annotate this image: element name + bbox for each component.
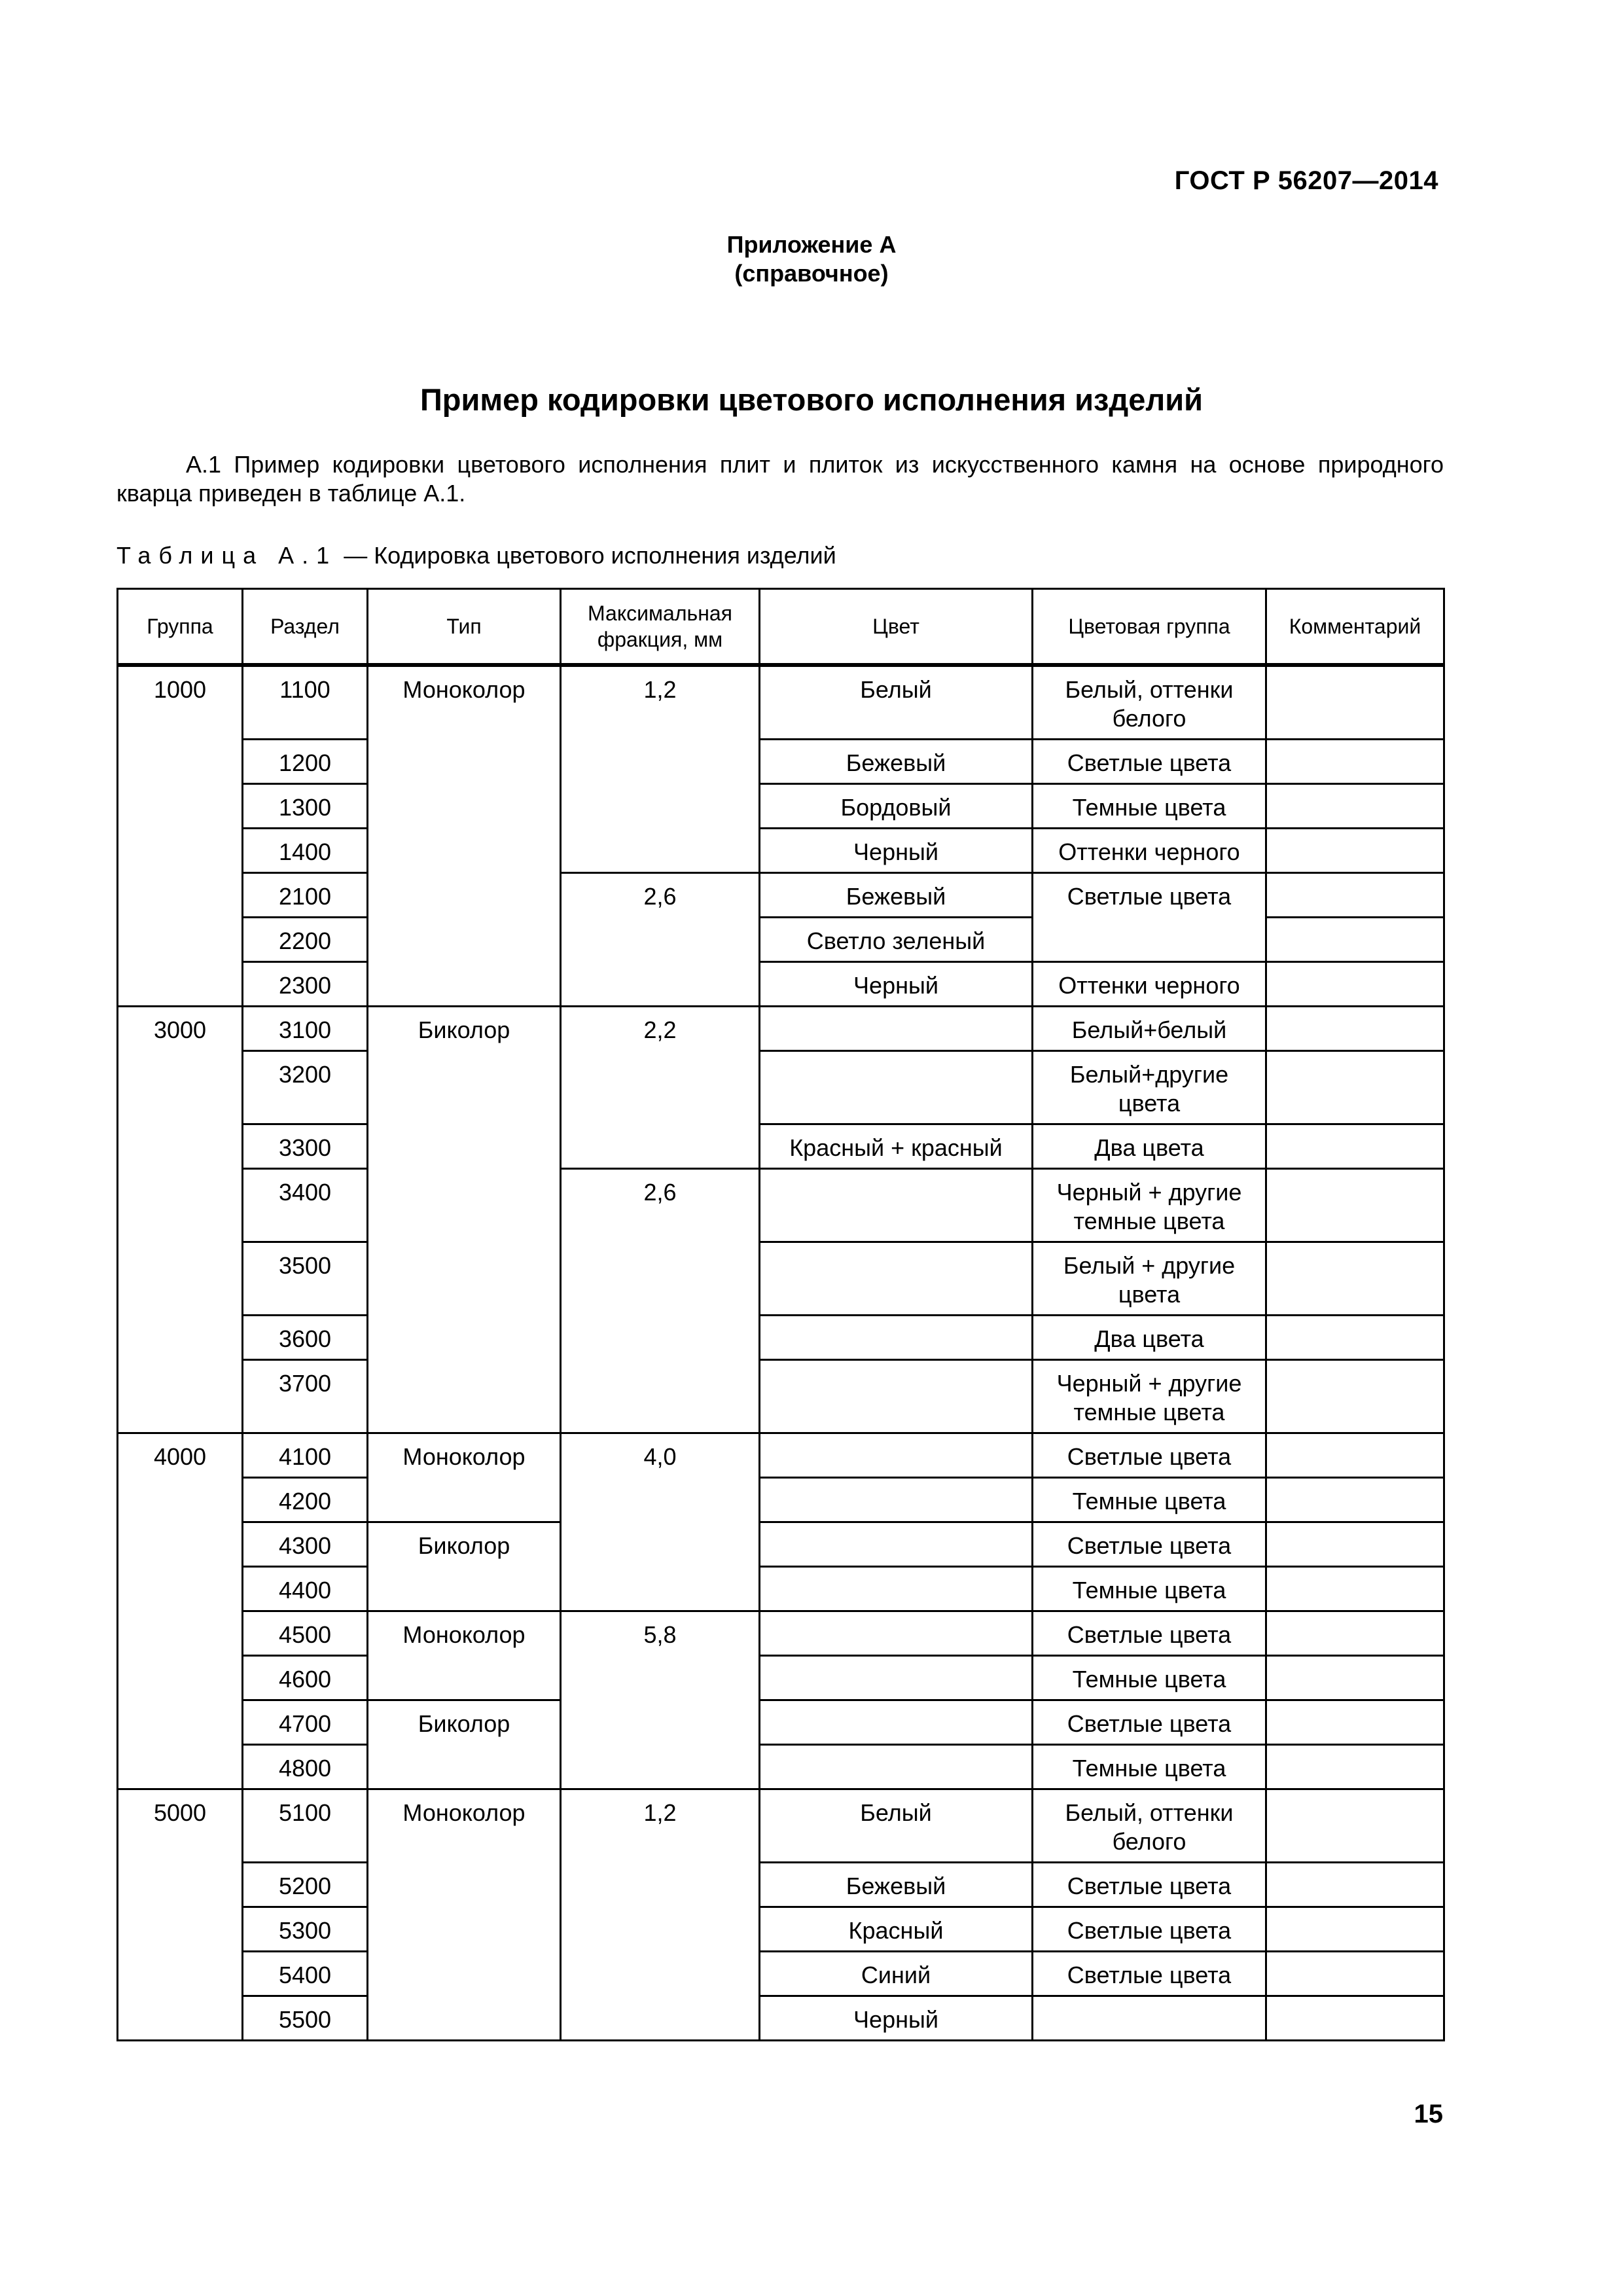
color-group-cell: Белый + другие цвета xyxy=(1033,1242,1266,1316)
type-cell: Моноколор xyxy=(368,1433,561,1522)
color-cell: Красный + красный xyxy=(760,1124,1033,1169)
comment-cell xyxy=(1266,1360,1444,1433)
section-cell: 2300 xyxy=(243,962,368,1007)
section-cell: 3300 xyxy=(243,1124,368,1169)
section-cell: 3700 xyxy=(243,1360,368,1433)
type-cell: Моноколор xyxy=(368,1611,561,1700)
color-group-cell: Белый+другие цвета xyxy=(1033,1051,1266,1124)
table-caption-label: Таблица А.1 xyxy=(116,542,338,569)
table-row xyxy=(118,1124,1444,1169)
table-row xyxy=(118,1567,1444,1611)
color-cell xyxy=(760,1007,1033,1051)
header-fraction: Максимальная фракция, мм xyxy=(561,589,760,666)
color-cell xyxy=(760,1316,1033,1360)
color-cell: Синий xyxy=(760,1952,1033,1996)
section-cell: 5400 xyxy=(243,1952,368,1996)
color-cell xyxy=(760,1522,1033,1567)
section-cell: 1300 xyxy=(243,784,368,829)
color-cell xyxy=(760,1478,1033,1522)
section-cell: 1100 xyxy=(243,665,368,740)
color-cell: Бордовый xyxy=(760,784,1033,829)
color-cell xyxy=(760,1656,1033,1700)
color-coding-table xyxy=(116,588,1445,2041)
comment-cell xyxy=(1266,1952,1444,1996)
table-row xyxy=(118,1907,1444,1952)
comment-cell xyxy=(1266,1169,1444,1242)
section-cell: 1400 xyxy=(243,829,368,873)
color-cell: Белый xyxy=(760,665,1033,740)
color-group-cell: Черный + другие темные цвета xyxy=(1033,1360,1266,1433)
table-row xyxy=(118,1522,1444,1567)
table-row xyxy=(118,829,1444,873)
color-group-cell: Два цвета xyxy=(1033,1316,1266,1360)
comment-cell xyxy=(1266,1789,1444,1863)
page-title: Пример кодировки цветового исполнения изделий xyxy=(419,382,1204,417)
color-group-cell: Темные цвета xyxy=(1033,1656,1266,1700)
group-cell: 5000 xyxy=(118,1789,243,2041)
document-code: ГОСТ Р 56207—2014 xyxy=(1174,166,1438,195)
table-caption-text: — Кодировка цветового исполнения изделий xyxy=(337,542,836,569)
color-cell: Бежевый xyxy=(760,1863,1033,1907)
table-row xyxy=(118,1611,1444,1656)
color-cell xyxy=(760,1745,1033,1789)
fraction-cell: 2,2 xyxy=(561,1007,760,1169)
table-row xyxy=(118,1360,1444,1433)
color-cell xyxy=(760,1611,1033,1656)
table-row xyxy=(118,1051,1444,1124)
table-row xyxy=(118,665,1444,740)
fraction-cell: 1,2 xyxy=(561,1789,760,2041)
header-comment: Комментарий xyxy=(1266,589,1444,666)
color-cell: Бежевый xyxy=(760,873,1033,918)
color-cell: Красный xyxy=(760,1907,1033,1952)
section-cell: 4600 xyxy=(243,1656,368,1700)
appendix-heading xyxy=(0,230,1623,288)
color-cell xyxy=(760,1360,1033,1433)
type-cell: Биколор xyxy=(368,1007,561,1433)
color-group-cell: Два цвета xyxy=(1033,1124,1266,1169)
color-cell: Бежевый xyxy=(760,740,1033,784)
comment-cell xyxy=(1266,1478,1444,1522)
color-group-cell: Белый+белый xyxy=(1033,1007,1266,1051)
color-group-cell: Светлые цвета xyxy=(1033,1907,1266,1952)
intro-paragraph: А.1 Пример кодировки цветового исполнения плит и плиток из искусственного камня на основе природного кварца приведен в таблице А.1. xyxy=(116,451,1444,507)
color-group-cell: Темные цвета xyxy=(1033,1745,1266,1789)
table-row xyxy=(118,1863,1444,1907)
section-cell: 5200 xyxy=(243,1863,368,1907)
comment-cell xyxy=(1266,1700,1444,1745)
table-row xyxy=(118,1700,1444,1745)
color-cell xyxy=(760,1700,1033,1745)
table-row xyxy=(118,1996,1444,2041)
color-group-cell: Светлые цвета xyxy=(1033,1863,1266,1907)
color-cell: Черный xyxy=(760,1996,1033,2041)
comment-cell xyxy=(1266,873,1444,918)
comment-cell xyxy=(1266,665,1444,740)
color-group-cell: Темные цвета xyxy=(1033,784,1266,829)
header-color-group: Цветовая группа xyxy=(1033,589,1266,666)
comment-cell xyxy=(1266,1124,1444,1169)
comment-cell xyxy=(1266,1007,1444,1051)
fraction-cell: 5,8 xyxy=(561,1611,760,1789)
table-header-row xyxy=(118,589,1444,666)
color-cell: Черный xyxy=(760,829,1033,873)
comment-cell xyxy=(1266,1433,1444,1478)
section-cell: 1200 xyxy=(243,740,368,784)
color-group-cell: Темные цвета xyxy=(1033,1478,1266,1522)
comment-cell xyxy=(1266,962,1444,1007)
table-row xyxy=(118,1952,1444,1996)
table-row xyxy=(118,873,1444,918)
section-cell: 4700 xyxy=(243,1700,368,1745)
section-cell: 5500 xyxy=(243,1996,368,2041)
table-row xyxy=(118,1789,1444,1863)
section-cell: 4200 xyxy=(243,1478,368,1522)
table-row xyxy=(118,1316,1444,1360)
color-group-cell: Светлые цвета xyxy=(1033,1611,1266,1656)
color-group-cell: Светлые цвета xyxy=(1033,1522,1266,1567)
color-cell xyxy=(760,1169,1033,1242)
section-cell: 5300 xyxy=(243,1907,368,1952)
section-cell: 3400 xyxy=(243,1169,368,1242)
comment-cell xyxy=(1266,1996,1444,2041)
color-group-cell: Черный + другие темные цвета xyxy=(1033,1169,1266,1242)
color-cell xyxy=(760,1051,1033,1124)
color-group-cell: Светлые цвета xyxy=(1033,1952,1266,1996)
type-cell: Моноколор xyxy=(368,665,561,1007)
appendix-title: Приложение А xyxy=(726,231,897,258)
color-cell xyxy=(760,1433,1033,1478)
header-section: Раздел xyxy=(243,589,368,666)
color-group-cell: Оттенки черного xyxy=(1033,829,1266,873)
color-group-cell: Светлые цвета xyxy=(1033,1700,1266,1745)
section-cell: 3100 xyxy=(243,1007,368,1051)
table-row xyxy=(118,962,1444,1007)
table-row xyxy=(118,1242,1444,1316)
comment-cell xyxy=(1266,1522,1444,1567)
table-row xyxy=(118,1169,1444,1242)
comment-cell xyxy=(1266,1316,1444,1360)
type-cell: Биколор xyxy=(368,1700,561,1789)
comment-cell xyxy=(1266,1907,1444,1952)
section-cell: 4300 xyxy=(243,1522,368,1567)
comment-cell xyxy=(1266,740,1444,784)
comment-cell xyxy=(1266,1611,1444,1656)
section-cell: 4400 xyxy=(243,1567,368,1611)
section-cell: 2100 xyxy=(243,873,368,918)
header-color: Цвет xyxy=(760,589,1033,666)
color-cell xyxy=(760,1242,1033,1316)
section-cell: 2200 xyxy=(243,918,368,962)
type-cell: Моноколор xyxy=(368,1789,561,2041)
group-cell: 1000 xyxy=(118,665,243,1007)
table-row xyxy=(118,1745,1444,1789)
section-cell: 4500 xyxy=(243,1611,368,1656)
comment-cell xyxy=(1266,1051,1444,1124)
comment-cell xyxy=(1266,1242,1444,1316)
color-group-cell: Светлые цвета xyxy=(1033,873,1266,962)
fraction-cell: 2,6 xyxy=(561,1169,760,1433)
comment-cell xyxy=(1266,1656,1444,1700)
color-cell: Светло зеленый xyxy=(760,918,1033,962)
appendix-type: (справочное) xyxy=(734,260,889,287)
fraction-cell: 1,2 xyxy=(561,665,760,873)
section-cell: 3500 xyxy=(243,1242,368,1316)
group-cell: 4000 xyxy=(118,1433,243,1789)
table-row xyxy=(118,1656,1444,1700)
comment-cell xyxy=(1266,829,1444,873)
color-group-cell: Белый, оттенки белого xyxy=(1033,665,1266,740)
fraction-cell: 2,6 xyxy=(561,873,760,1007)
table-row xyxy=(118,740,1444,784)
color-group-cell xyxy=(1033,1996,1266,2041)
section-cell: 4800 xyxy=(243,1745,368,1789)
section-cell: 5100 xyxy=(243,1789,368,1863)
type-cell: Биколор xyxy=(368,1522,561,1611)
comment-cell xyxy=(1266,784,1444,829)
color-group-cell: Светлые цвета xyxy=(1033,1433,1266,1478)
page-number: 15 xyxy=(1414,2100,1443,2128)
section-cell: 4100 xyxy=(243,1433,368,1478)
color-group-cell: Оттенки черного xyxy=(1033,962,1266,1007)
table-row xyxy=(118,1007,1444,1051)
fraction-cell: 4,0 xyxy=(561,1433,760,1611)
header-type: Тип xyxy=(368,589,561,666)
color-cell: Белый xyxy=(760,1789,1033,1863)
section-cell: 3600 xyxy=(243,1316,368,1360)
color-group-cell: Светлые цвета xyxy=(1033,740,1266,784)
comment-cell xyxy=(1266,1863,1444,1907)
color-cell xyxy=(760,1567,1033,1611)
group-cell: 3000 xyxy=(118,1007,243,1433)
table-row xyxy=(118,784,1444,829)
color-cell: Черный xyxy=(760,962,1033,1007)
table-row xyxy=(118,1478,1444,1522)
table-caption xyxy=(116,542,836,569)
comment-cell xyxy=(1266,918,1444,962)
header-group: Группа xyxy=(118,589,243,666)
color-group-cell: Белый, оттенки белого xyxy=(1033,1789,1266,1863)
table-row xyxy=(118,1433,1444,1478)
color-group-cell: Темные цвета xyxy=(1033,1567,1266,1611)
section-cell: 3200 xyxy=(243,1051,368,1124)
comment-cell xyxy=(1266,1567,1444,1611)
comment-cell xyxy=(1266,1745,1444,1789)
